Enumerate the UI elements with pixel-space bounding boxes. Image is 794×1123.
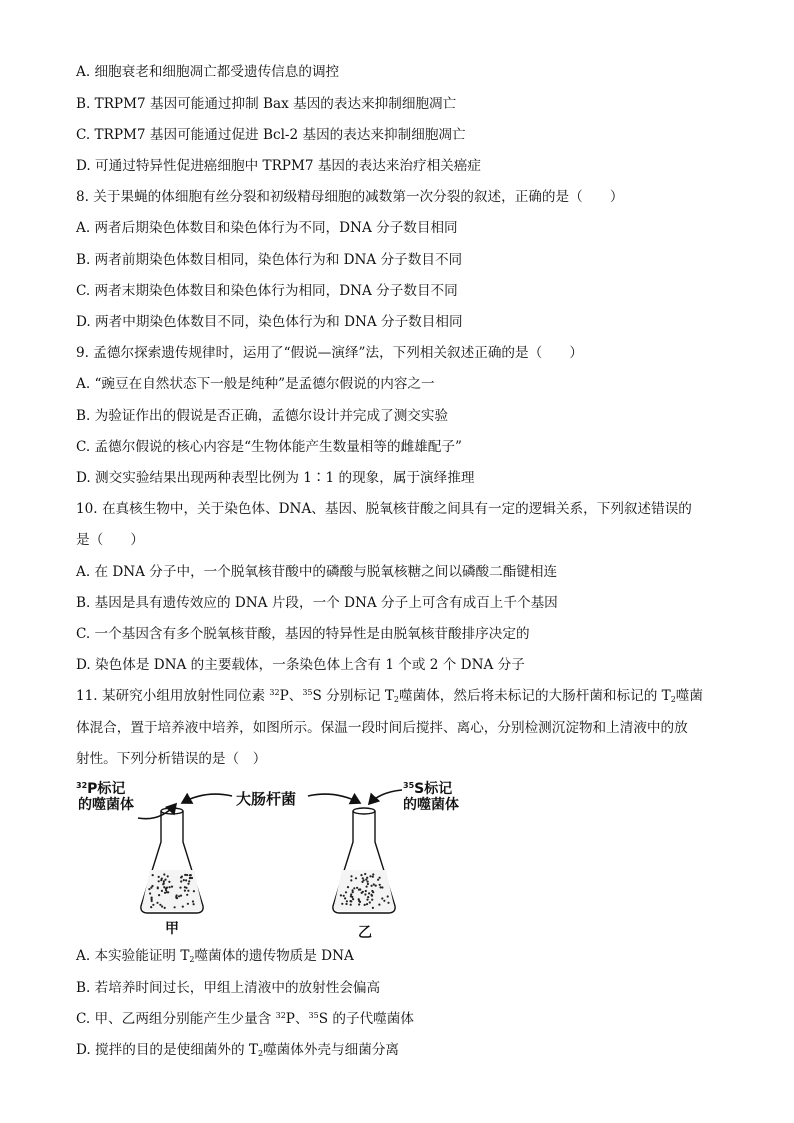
q11-option-d-text: 噬菌体外壳与细菌分离 (263, 1042, 400, 1058)
q9-option-a: A. “豌豆在自然状态下一般是纯种”是孟德尔假说的内容之一 (76, 376, 435, 392)
bacteria-dot (366, 886, 368, 888)
q11-stem-text: 噬菌 (675, 688, 703, 704)
q8-option-b: B. 两者前期染色体数目相同，染色体行为和 DNA 分子数目不同 (76, 252, 463, 268)
bacteria-dot (367, 896, 369, 898)
q10-option-b: B. 基因是具有遗传效应的 DNA 片段，一个 DNA 分子上可含有成百上千个基因 (76, 595, 558, 611)
bacteria-dot (161, 905, 163, 907)
bacteria-dot (185, 879, 187, 881)
bacteria-dot (345, 891, 347, 893)
bacteria-dot (367, 883, 369, 885)
bacteria-dot (375, 885, 377, 887)
bacteria-dot (187, 903, 189, 905)
bacteria-dot (381, 897, 383, 899)
bacteria-dot (377, 879, 379, 881)
fig-left-label-line2: 的噬菌体 (78, 797, 134, 813)
q11-stem-line2: 体混合，置于培养液中培养，如图所示。保温一段时间后搅拌、离心，分别检测沉淀物和上清液中的放 (76, 720, 688, 736)
bacteria-dot (369, 901, 371, 903)
isotope-35-sup: 35 (308, 1011, 319, 1020)
bacteria-dot (150, 906, 152, 908)
q11-option-b: B. 若培养时间过长，甲组上清液中的放射性会偏高 (76, 980, 381, 996)
q7-option-a: A. 细胞衰老和细胞凋亡都受遗传信息的调控 (76, 64, 340, 80)
bacteria-dot (372, 876, 374, 878)
bacteria-dot (358, 903, 360, 905)
bacteria-dot (165, 889, 167, 891)
q11-option-a-text: A. 本实验能证明 T (76, 948, 190, 964)
bacteria-dot (189, 877, 191, 879)
fig-right-label-line2: 的噬菌体 (403, 797, 459, 813)
fig-right-text: S标记 (414, 781, 453, 797)
q10-option-a: A. 在 DNA 分子中，一个脱氧核苷酸中的磷酸与脱氧核糖之间以磷酸二酯键相连 (76, 564, 558, 580)
q10-option-c: C. 一个基因含有多个脱氧核苷酸，基因的特异性是由脱氧核苷酸排序决定的 (76, 626, 530, 642)
bacteria-dot (364, 893, 366, 895)
fig-left-sup: 32 (76, 781, 88, 790)
bacteria-dot (341, 903, 343, 905)
q11-option-c (76, 1009, 414, 1029)
bacteria-dot (373, 883, 375, 885)
bacteria-dot (371, 895, 373, 897)
bacteria-dot (371, 899, 373, 901)
bacteria-dot (174, 906, 176, 908)
bacteria-dot (167, 891, 169, 893)
bacteria-dot (167, 875, 169, 877)
bacteria-dot (387, 895, 389, 897)
isotope-35-sup: 35 (302, 688, 313, 697)
bacteria-dot (158, 876, 160, 878)
bacteria-dot (350, 900, 352, 902)
flask-left-label: 甲 (165, 921, 179, 937)
bacteria-dot (346, 900, 348, 902)
bacteria-dot (364, 873, 366, 875)
q9-option-b: B. 为验证作出的假说是否正确，孟德尔设计并完成了测交实验 (76, 408, 449, 424)
bacteria-dot (164, 879, 166, 881)
bacteria-dot (379, 884, 381, 886)
flask-right-label: 乙 (358, 925, 372, 941)
t2-subscript: 2 (257, 1049, 264, 1058)
q11-stem-text: 噬菌体，然后将未标记的大肠杆菌和标记的 T (399, 688, 671, 704)
bacteria-dot (179, 887, 181, 889)
bacteria-dot (171, 886, 173, 888)
q7-option-c: C. TRPM7 基因可能通过促进 Bcl-2 基因的表达来抑制细胞凋亡 (76, 127, 466, 143)
bacteria-dot (366, 877, 368, 879)
bacteria-dot (371, 890, 373, 892)
bacteria-dot (190, 874, 192, 876)
bacteria-dot (163, 882, 165, 884)
bacteria-dot (169, 886, 171, 888)
q11-option-c-text: P、 (285, 1011, 309, 1027)
t2-subscript: 2 (393, 695, 400, 704)
arrow-center-to-left-flask (182, 794, 232, 803)
bacteria-dot (193, 903, 195, 905)
bacteria-dot (180, 880, 182, 882)
q8-stem: 8. 关于果蝇的体细胞有丝分裂和初级精母细胞的减数第一次分裂的叙述，正确的是（ ） (76, 189, 624, 205)
bacteria-dot (361, 892, 363, 894)
isotope-32-sup: 32 (269, 688, 280, 697)
bacteria-dot (358, 898, 360, 900)
bacteria-dot (366, 903, 368, 905)
bacteria-dot (371, 885, 373, 887)
bacteria-dot (362, 877, 364, 879)
bacteria-dot (182, 906, 184, 908)
bacteria-dot (178, 895, 180, 897)
bacteria-dot (184, 874, 186, 876)
bacteria-dot (368, 892, 370, 894)
bacteria-dot (163, 880, 165, 882)
q7-option-b: B. TRPM7 基因可能通过抑制 Bax 基因的表达来抑制细胞凋亡 (76, 96, 457, 112)
bacteria-dot (192, 900, 194, 902)
q11-option-a-text: 噬菌体的遗传物质是 DNA (194, 948, 354, 964)
q11-stem-text: S 分别标记 T (312, 688, 394, 704)
q10-stem-line2: 是（ ） (76, 532, 144, 548)
bacteria-dot (365, 879, 367, 881)
bacteria-dot (381, 886, 383, 888)
q7-option-d: D. 可通过特异性促进癌细胞中 TRPM7 基因的表达来治疗相关癌症 (76, 158, 481, 174)
bacteria-dot (161, 878, 163, 880)
q10-stem-line1: 10. 在真核生物中，关于染色体、DNA、基因、脱氧核苷酸之间具有一定的逻辑关系，下列叙述错误的 (76, 501, 692, 517)
bacteria-dot (366, 899, 368, 901)
bacteria-dot (345, 903, 347, 905)
q11-stem-line3: 射性。下列分析错误的是（ ） (76, 751, 267, 767)
bacteria-dot (379, 886, 381, 888)
q11-stem-text: 11. 某研究小组用放射性同位素 (76, 688, 270, 704)
bacteria-dot (367, 881, 369, 883)
q11-option-c-text: S 的子代噬菌体 (318, 1011, 414, 1027)
bacteria-dot (378, 904, 380, 906)
bacteria-dot (350, 879, 352, 881)
q11-stem-text: P、 (279, 688, 303, 704)
q11-option-a (76, 946, 354, 966)
bacteria-dot (383, 900, 385, 902)
isotope-32-sup: 32 (275, 1011, 286, 1020)
bacteria-dot (343, 895, 345, 897)
q11-option-d-text: D. 搅拌的目的是使细菌外的 T (76, 1042, 258, 1058)
bacteria-dot (356, 887, 358, 889)
bacteria-dot (353, 887, 355, 889)
bacteria-dot (186, 894, 188, 896)
bacteria-dot (350, 875, 352, 877)
arrow-center-to-right-flask (308, 794, 360, 803)
bacteria-dot (359, 901, 361, 903)
bacteria-dot (163, 873, 165, 875)
bacteria-dot (185, 887, 187, 889)
bacteria-dot (152, 874, 154, 876)
q11-option-c-text: C. 甲、乙两组分别能产生少量含 (76, 1011, 276, 1027)
q10-option-d: D. 染色体是 DNA 的主要载体，一条染色体上含有 1 个或 2 个 DNA 分子 (76, 657, 525, 673)
bacteria-dot (159, 904, 161, 906)
bacteria-dot (158, 880, 160, 882)
bacteria-dot (151, 885, 153, 887)
bacteria-dot (358, 889, 360, 891)
bacteria-dot (340, 894, 342, 896)
liquid-left (142, 870, 202, 911)
bacteria-dot (164, 892, 166, 894)
bacteria-dot (350, 904, 352, 906)
bacteria-dot (184, 890, 186, 892)
bacteria-dot (355, 877, 357, 879)
fig-left-text: P标记 (87, 781, 126, 797)
bacteria-dot (350, 893, 352, 895)
q8-option-d: D. 两者中期染色体数目不同，染色体行为和 DNA 分子数目相同 (76, 314, 463, 330)
q11-option-d (76, 1040, 399, 1060)
arrow-left-label-to-flask (138, 804, 176, 819)
bacteria-dot (372, 907, 374, 909)
bacteria-dot (161, 890, 163, 892)
bacteria-dot (168, 881, 170, 883)
bacteria-dot (372, 873, 374, 875)
fig-center-label: 大肠杆菌 (236, 790, 297, 808)
bacteria-dot (148, 888, 150, 890)
bacteria-dot (175, 896, 177, 898)
bacteria-dot (151, 898, 153, 900)
bacteria-dot (361, 881, 363, 883)
bacteria-dot (344, 897, 346, 899)
bacteria-dot (369, 875, 371, 877)
bacteria-dot (158, 894, 160, 896)
bacteria-dot (364, 904, 366, 906)
q8-option-a: A. 两者后期染色体数目和染色体行为不同，DNA 分子数目相同 (76, 220, 458, 236)
t2-subscript: 2 (670, 695, 676, 704)
t2-subscript: 2 (189, 955, 195, 964)
bacteria-dot (157, 887, 159, 889)
bacteria-dot (379, 877, 381, 879)
bacteria-dot (181, 876, 183, 878)
fig-right-sup: 35 (403, 781, 415, 790)
bacteria-dot (149, 892, 151, 894)
bacteria-dot (187, 883, 189, 885)
q9-stem: 9. 孟德尔探索遗传规律时，运用了“假说—演绎”法，下列相关叙述正确的是（ ） (76, 345, 583, 361)
bacteria-dot (164, 907, 166, 909)
bacteria-dot (188, 880, 190, 882)
bacteria-dot (352, 891, 354, 893)
bacteria-dot (156, 902, 158, 904)
bacteria-dot (152, 904, 154, 906)
q9-option-c: C. 孟德尔假说的核心内容是“生物体能产生数量相等的雌雄配子” (76, 439, 462, 455)
bacteria-dot (183, 879, 185, 881)
bacteria-dot (347, 886, 349, 888)
bacteria-dot (193, 890, 195, 892)
bacteria-dot (163, 886, 165, 888)
bacteria-dot (360, 874, 362, 876)
bacteria-dot (365, 890, 367, 892)
bacteria-dot (387, 902, 389, 904)
q9-option-d: D. 测交实验结果出现两种表型比例为 1∶1 的现象，属于演绎推理 (76, 470, 475, 486)
liquid-right (334, 870, 394, 911)
bacteria-dot (352, 898, 354, 900)
bacteria-dot (187, 890, 189, 892)
bacteria-dot (180, 895, 182, 897)
q8-option-c: C. 两者末期染色体数目和染色体行为相同，DNA 分子数目不同 (76, 283, 458, 299)
arrow-right-label-to-flask (369, 790, 402, 804)
